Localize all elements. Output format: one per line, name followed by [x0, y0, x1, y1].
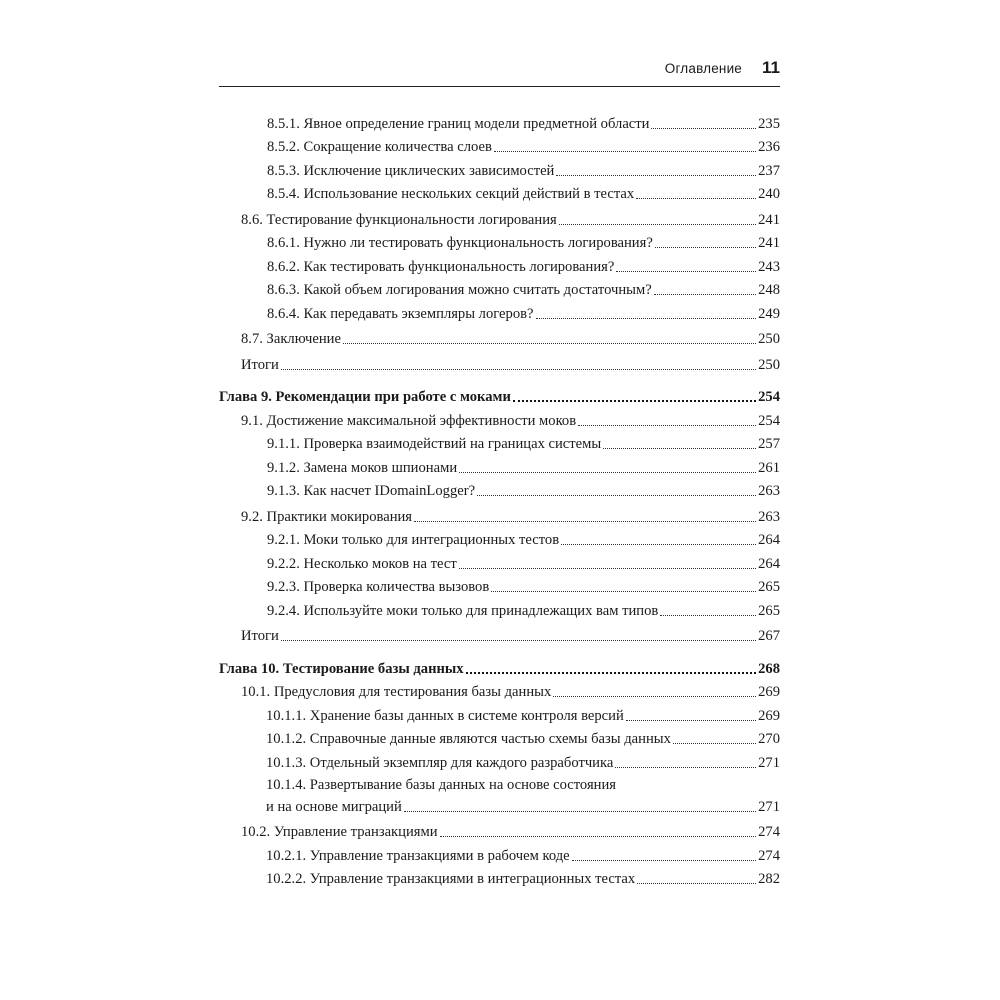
toc-entry-page: 267 [758, 628, 780, 644]
toc-entry [219, 252, 780, 276]
toc-entry-page: 261 [758, 459, 780, 476]
toc-entry-page: 248 [758, 282, 780, 298]
toc-entry-label: 10.1. Предусловия для тестирования базы данных [241, 684, 552, 700]
page-number: 11 [762, 58, 780, 77]
toc-entry [219, 596, 780, 620]
toc-entry [219, 818, 780, 842]
dot-leader [459, 568, 756, 569]
toc-entry-page: 269 [758, 707, 780, 724]
toc-entry-label: 9.1.1. Проверка взаимодействий на границах системы [267, 436, 602, 452]
toc-entry-label: 10.1.1. Хранение базы данных в системе контроля версий [266, 707, 624, 724]
toc-entry-page: 236 [758, 139, 780, 155]
table-of-contents [219, 109, 780, 888]
toc-entry-page: 264 [758, 532, 780, 548]
dot-leader [603, 448, 756, 449]
dot-leader [281, 369, 756, 370]
toc-entry [219, 841, 780, 865]
toc-entry-label: 8.6.4. Как передавать экземпляры логеров? [267, 305, 534, 322]
dot-leader [660, 615, 756, 616]
dot-leader [559, 224, 756, 225]
toc-entry [219, 156, 780, 180]
toc-entry-page: 254 [758, 389, 780, 405]
toc-entry-label: 8.6.3. Какой объем логирования можно считать достаточным? [267, 282, 652, 298]
dot-leader [343, 343, 756, 344]
toc-entry-page: 254 [758, 412, 780, 429]
dot-leader [626, 720, 756, 721]
toc-entry-page: 270 [758, 731, 780, 747]
toc-entry-line [266, 772, 780, 794]
book-page [219, 58, 780, 888]
dot-leader [654, 294, 756, 295]
running-head [219, 58, 780, 87]
toc-entry [219, 299, 780, 323]
toc-entry-label: 9.2.4. Используйте моки только для принадлежащих вам типов [267, 602, 659, 619]
toc-entry [219, 573, 780, 597]
toc-entry-page: 241 [758, 211, 780, 228]
dot-leader [615, 767, 756, 768]
toc-entry [219, 276, 780, 300]
toc-entry-label: 8.5.4. Использование нескольких секций действий в тестах [267, 186, 635, 202]
toc-entry-page: 257 [758, 436, 780, 452]
toc-entry [219, 701, 780, 725]
toc-entry-page: 271 [758, 798, 780, 815]
toc-entry-label: Итоги [241, 628, 279, 644]
dot-leader [491, 591, 756, 592]
toc-entry-label: 9.2. Практики мокирования [241, 508, 413, 525]
toc-entry-label: 9.1.3. Как насчет IDomainLogger? [267, 483, 476, 499]
toc-entry-label: 10.1.2. Справочные данные являются частью схемы базы данных [266, 731, 671, 747]
dot-leader [404, 811, 756, 812]
toc-entry-page: 235 [758, 115, 780, 132]
toc-entry-page: 282 [758, 871, 780, 887]
toc-entry-page: 268 [758, 660, 780, 677]
toc-entry-page: 241 [758, 235, 780, 251]
dot-leader [556, 175, 756, 176]
toc-entry-line [266, 794, 780, 816]
toc-entry-label-continuation: и на основе миграций [266, 798, 402, 815]
dot-leader [513, 400, 756, 402]
toc-entry-label: 8.5.2. Сокращение количества слоев [267, 139, 492, 155]
dot-leader [281, 640, 756, 641]
toc-entry [219, 180, 780, 204]
dot-leader [616, 271, 756, 272]
dot-leader [466, 672, 757, 674]
toc-entry-label: 8.6. Тестирование функциональности логирования [241, 211, 557, 228]
toc-entry [219, 549, 780, 573]
toc-entry-label: 8.7. Заключение [241, 331, 341, 347]
toc-entry [219, 477, 780, 501]
toc-entry-page: 263 [758, 483, 780, 499]
toc-entry-page: 237 [758, 162, 780, 179]
toc-entry [219, 350, 780, 374]
toc-entry-label: 9.2.3. Проверка количества вызовов [267, 579, 490, 595]
toc-entry [219, 748, 780, 772]
toc-entry-page: 249 [758, 305, 780, 322]
toc-entry [219, 406, 780, 430]
toc-entry [219, 109, 780, 133]
dot-leader [536, 318, 757, 319]
toc-entry-page: 264 [758, 555, 780, 572]
toc-entry [219, 430, 780, 454]
dot-leader [636, 198, 756, 199]
dot-leader [655, 247, 756, 248]
toc-entry-label: 9.2.1. Моки только для интеграционных тестов [267, 532, 560, 548]
toc-entry-page: 274 [758, 847, 780, 864]
toc-entry-page: 265 [758, 579, 780, 595]
dot-leader [553, 696, 756, 697]
dot-leader [440, 836, 757, 837]
dot-leader [637, 883, 756, 884]
toc-entry [219, 229, 780, 253]
dot-leader [459, 472, 756, 473]
toc-entry-page: 243 [758, 258, 780, 275]
dot-leader [673, 743, 756, 744]
toc-entry-label: 8.5.1. Явное определение границ модели предметной области [267, 115, 650, 132]
dot-leader [414, 521, 756, 522]
toc-entry-label: Глава 10. Тестирование базы данных [219, 660, 464, 677]
toc-entry-label: Глава 9. Рекомендации при работе с моками [219, 389, 511, 405]
toc-entry-label: 10.2.2. Управление транзакциями в интеграционных тестах [266, 871, 636, 887]
toc-entry-label: 10.2. Управление транзакциями [241, 824, 438, 840]
toc-chapter-entry [219, 383, 780, 407]
toc-entry [219, 133, 780, 157]
running-head-title: Оглавление [664, 61, 743, 76]
toc-entry [219, 622, 780, 646]
toc-entry-label: 8.6.1. Нужно ли тестировать функциональность логирования? [267, 235, 653, 251]
toc-entry-page: 250 [758, 356, 780, 373]
toc-entry [219, 772, 780, 816]
toc-entry-label: 8.6.2. Как тестировать функциональность логирования? [267, 258, 615, 275]
toc-entry [219, 325, 780, 349]
toc-entry-label: Итоги [241, 356, 279, 373]
toc-entry [219, 865, 780, 889]
toc-entry-page: 240 [758, 186, 780, 202]
toc-entry-label: 9.1.2. Замена моков шпионами [267, 459, 458, 476]
toc-entry-label: 9.2.2. Несколько моков на тест [267, 555, 457, 572]
toc-entry-label: 10.2.1. Управление транзакциями в рабочем коде [266, 847, 570, 864]
dot-leader [651, 128, 756, 129]
dot-leader [578, 425, 756, 426]
toc-entry-page: 274 [758, 824, 780, 840]
dot-leader [477, 495, 756, 496]
toc-entry [219, 502, 780, 526]
toc-entry [219, 678, 780, 702]
toc-chapter-entry [219, 654, 780, 678]
toc-entry-label: 10.1.3. Отдельный экземпляр для каждого разработчика [266, 754, 614, 771]
toc-entry [219, 725, 780, 749]
toc-entry-page: 263 [758, 508, 780, 525]
toc-entry [219, 453, 780, 477]
toc-entry-label: 10.1.4. Развертывание базы данных на основе состояния [266, 776, 617, 793]
toc-entry-page: 250 [758, 331, 780, 347]
toc-entry-label: 9.1. Достижение максимальной эффективности моков [241, 412, 577, 429]
toc-entry-label: 8.5.3. Исключение циклических зависимостей [267, 162, 555, 179]
dot-leader [572, 860, 757, 861]
toc-entry-page: 271 [758, 754, 780, 771]
dot-leader [494, 151, 756, 152]
toc-entry-page: 265 [758, 602, 780, 619]
toc-entry-page: 269 [758, 684, 780, 700]
dot-leader [561, 544, 756, 545]
toc-entry [219, 205, 780, 229]
toc-entry [219, 526, 780, 550]
